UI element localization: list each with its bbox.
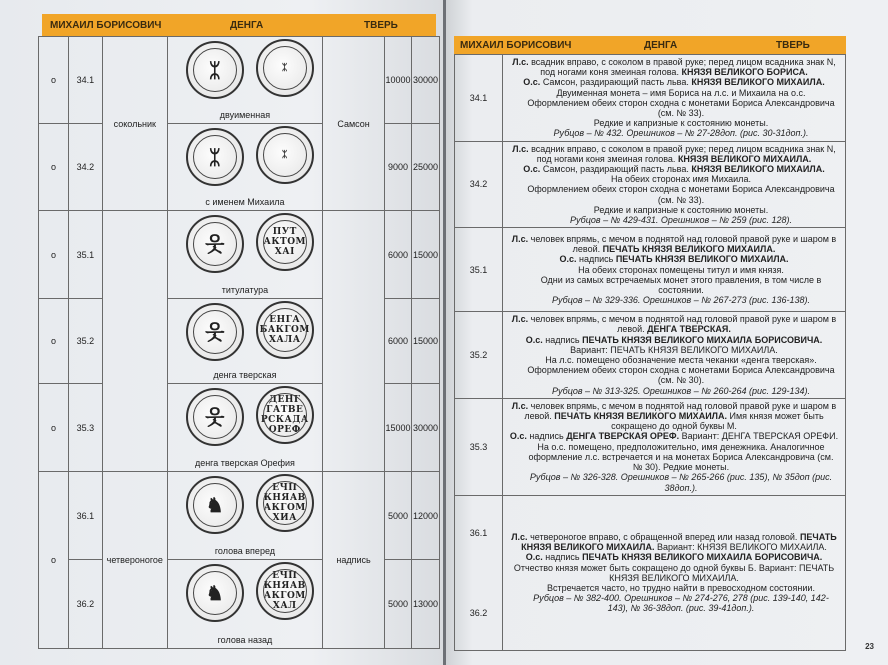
price-excellent: 25000 xyxy=(411,124,439,211)
legend-text: ДЕНГА ТВЕРСКАЯ ОРЕФ. xyxy=(566,431,680,442)
price-excellent: 15000 xyxy=(411,299,439,384)
side-text: надпись xyxy=(545,334,583,345)
coin-reverse xyxy=(256,126,314,184)
rarity-mark: o xyxy=(39,37,69,124)
note-line: На л.с. помещено обозначение места чеканки «денга тверская». Оформлением обеих сторон сходна с монетами Бориса Александровича (см. № 30). xyxy=(527,355,835,386)
variant-caption: денга тверская xyxy=(213,370,277,380)
legend-text: КНЯЗЯ ВЕЛИКОГО МИХАИЛА. xyxy=(677,153,812,164)
side-label: Л.с. xyxy=(511,314,529,325)
description-row xyxy=(455,495,846,650)
side-label: О.с. xyxy=(509,431,527,442)
reverse-type: Самсон xyxy=(323,37,385,211)
left-coin-table xyxy=(38,36,440,649)
side-description xyxy=(509,164,839,174)
side-label: Л.с. xyxy=(512,57,529,67)
description-row xyxy=(455,312,846,399)
catalog-number: 34.2 xyxy=(455,141,503,228)
coin-description xyxy=(503,228,846,312)
coin-obverse xyxy=(186,476,244,534)
price-fine: 6000 xyxy=(384,211,411,299)
side-description xyxy=(509,57,839,77)
coin-obverse xyxy=(186,215,244,273)
variant-text: Имя князя может быть сокращено до одной буквы М. xyxy=(611,411,824,432)
note-line: Оформлением обеих сторон сходна с монетами Бориса Александровича (см. № 33). xyxy=(527,184,835,205)
legend-text: ПЕЧАТЬ КНЯЗЯ ВЕЛИКОГО МИХАИЛА. xyxy=(521,531,837,553)
coin-description xyxy=(503,55,846,142)
price-fine: 10000 xyxy=(384,37,411,124)
reverse-legend: ᛯ xyxy=(281,63,288,73)
price-fine: 15000 xyxy=(384,384,411,472)
variant-text: Вариант: КНЯЗЯ ВЕЛИКОГО МИХАИЛА. xyxy=(654,542,827,553)
side-label: О.с. xyxy=(559,254,577,265)
reference-line: Рубцов – № 429-431. Орешников – № 259 (рис. 128). xyxy=(569,215,793,226)
side-description xyxy=(509,77,839,87)
catalog-number: 35.1 xyxy=(455,228,503,312)
rarity-mark: o xyxy=(39,124,69,211)
coin-reverse xyxy=(256,213,314,271)
left-page-header xyxy=(42,14,436,36)
catalog-number: 35.2 xyxy=(68,299,102,384)
legend-text: ПЕЧАТЬ КНЯЗЯ ВЕЛИКОГО МИХАИЛА. xyxy=(615,254,789,265)
side-text: надпись xyxy=(545,552,583,563)
coin-reverse xyxy=(256,562,314,620)
side-label: Л.с. xyxy=(511,400,529,411)
variant-text: Вариант: ДЕНГА ТВЕРСКАЯ ОРЕФИ. xyxy=(679,431,839,442)
legend-text: ПЕЧАТЬ КНЯЗЯ ВЕЛИКОГО МИХАИЛА БОРИСОВИЧА. xyxy=(582,552,823,563)
reference-line: Рубцов – № 313-325. Орешников – № 260-264 (рис. 129-134). xyxy=(551,385,811,396)
side-description xyxy=(509,532,839,552)
price-excellent: 13000 xyxy=(411,560,439,649)
price-fine: 5000 xyxy=(384,472,411,560)
side-description xyxy=(509,314,839,334)
type-group: четвероногое xyxy=(102,472,167,649)
price-fine: 6000 xyxy=(384,299,411,384)
coin-description xyxy=(503,141,846,228)
side-label: Л.с. xyxy=(511,234,529,245)
side-label: Л.с. xyxy=(512,143,529,154)
legend-text: КНЯЗЯ ВЕЛИКОГО БОРИСА. xyxy=(681,67,808,78)
variant-caption: голова назад xyxy=(217,635,273,645)
catalog-number: 35.2 xyxy=(455,312,503,399)
side-description xyxy=(509,552,839,583)
catalog-number: 35.1 xyxy=(68,211,102,299)
type-group: сокольник xyxy=(102,37,167,211)
side-description xyxy=(509,431,839,441)
legend-text: КНЯЗЯ ВЕЛИКОГО МИХАИЛА. xyxy=(691,77,825,88)
obverse-figure: ᛯ xyxy=(208,58,221,82)
reference-line: Рубцов – № 326-328. Орешников – № 265-266 (рис. 135), № 35доп (рис. 38доп.). xyxy=(529,472,833,493)
right-description-table xyxy=(454,54,846,651)
catalog-number: 34.1 xyxy=(455,55,503,142)
legend-text: ДЕНГА ТВЕРСКАЯ. xyxy=(647,324,731,335)
side-text: всадник вправо, с соколом в правой руке; перед лицом всадника знак N, под ногами коня змеиная голова. xyxy=(531,57,836,78)
catalog-number-a: 36.1 xyxy=(469,527,488,538)
header-coin-type: ДЕНГА xyxy=(230,19,264,31)
catalog-number: 35.3 xyxy=(455,398,503,495)
rarity-mark: o xyxy=(39,384,69,472)
coin-reverse xyxy=(256,39,314,97)
price-excellent: 12000 xyxy=(411,472,439,560)
side-text: всадник вправо, с соколом в правой руке; перед лицом всадника знак N, под ногами коня змеиная голова. xyxy=(531,143,836,164)
coin-obverse xyxy=(186,128,244,186)
reverse-legend: ЕЧП КНЯАВ АКГОМ ХАЛ xyxy=(263,571,306,611)
reverse-type: надпись xyxy=(323,472,385,649)
legend-text: ПЕЧАТЬ КНЯЗЯ ВЕЛИКОГО МИХАИЛА. xyxy=(554,411,727,422)
side-label: О.с. xyxy=(525,334,543,345)
obverse-figure: ᛯ xyxy=(208,145,221,169)
side-description xyxy=(509,401,839,432)
coin-description xyxy=(503,312,846,399)
obverse-figure: 웃 xyxy=(205,232,225,256)
header-coin-type: ДЕНГА xyxy=(644,39,678,51)
rarity-mark: o xyxy=(39,299,69,384)
side-description xyxy=(509,335,839,355)
catalog-number: 34.2 xyxy=(68,124,102,211)
note-line: На о.с. помещено, предположительно, имя денежника. Аналогичное оформление л.с. встречается и на монетах Бориса Александровича (см. № 30). Редкие монеты. xyxy=(528,441,834,473)
reverse-type xyxy=(323,211,385,472)
coin-reverse xyxy=(256,386,314,444)
coin-description xyxy=(503,398,846,495)
side-text: Самсон, раздирающий пасть льва. xyxy=(542,164,692,175)
catalog-number-b: 36.2 xyxy=(469,607,488,618)
side-text: Самсон, раздирающий пасть льва. xyxy=(542,77,692,88)
legend-text: КНЯЗЯ ВЕЛИКОГО МИХАИЛА. xyxy=(691,164,825,175)
legend-text: ПЕЧАТЬ КНЯЗЯ ВЕЛИКОГО МИХАИЛА БОРИСОВИЧА. xyxy=(582,334,823,345)
side-text: надпись xyxy=(579,254,616,265)
rarity-mark: o xyxy=(39,472,69,649)
side-text: четвероногое вправо, с обращенной вперед или назад головой. xyxy=(530,531,800,542)
catalog-number: 35.3 xyxy=(68,384,102,472)
side-description xyxy=(509,254,839,264)
header-city: ТВЕРЬ xyxy=(776,39,810,51)
header-ruler: МИХАИЛ БОРИСОВИЧ xyxy=(460,39,572,51)
header-ruler: МИХАИЛ БОРИСОВИЧ xyxy=(50,19,162,31)
reference-line: Рубцов – № 382-400. Орешников – № 274-276, 278 (рис. 139-140, 142-143), № 36-38доп. (рис. 39-41доп.). xyxy=(533,593,829,614)
note-line: Встречается часто, но трудно найти в превосходном состоянии. xyxy=(547,582,815,593)
variant-caption: двуименная xyxy=(219,110,271,120)
price-fine: 5000 xyxy=(384,560,411,649)
side-description xyxy=(509,144,839,164)
coin-obverse xyxy=(186,564,244,622)
catalog-number: 34.1 xyxy=(68,37,102,124)
reverse-legend: ПУТ АКТОМ ХАІ xyxy=(263,227,307,257)
note-line: Редкие и капризные к состоянию монеты. xyxy=(593,204,769,215)
catalog-number xyxy=(455,495,503,650)
reverse-legend: ЕЧП КНЯАВ АКГОМ ХИА xyxy=(263,483,306,523)
coin-row xyxy=(39,211,440,299)
variant-caption: титулатура xyxy=(221,285,269,295)
coin-images xyxy=(167,124,322,211)
reverse-legend: ЕНГА БАКГОМ ХАЛА xyxy=(259,315,310,345)
price-fine: 9000 xyxy=(384,124,411,211)
type-group xyxy=(102,211,167,472)
note-line: Одни из самых встречаемых монет этого правления, в том числе в состоянии. xyxy=(540,274,822,296)
coin-obverse xyxy=(186,303,244,361)
note-line: На обеих сторонах имя Михаила. xyxy=(611,174,751,185)
obverse-figure: ♞ xyxy=(205,581,224,605)
side-label: О.с. xyxy=(523,164,541,175)
description-row xyxy=(455,228,846,312)
coin-reverse xyxy=(256,474,314,532)
reverse-legend: ДЕНГ ГАТВЕ РСКАДА ОРЕФ xyxy=(260,395,309,435)
obverse-figure: 웃 xyxy=(205,320,225,344)
variant-text: Отчество князя может быть сокращено до одной буквы Б. Вариант: ПЕЧАТЬ КНЯЗЯ ВЕЛИКОГО МИХАИЛА. xyxy=(513,562,835,583)
variant-text: Вариант: ПЕЧАТЬ КНЯЗЯ ВЕЛИКОГО МИХАИЛА. xyxy=(570,344,778,355)
reference-line: Рубцов – № 329-336. Орешников – № 267-273 (рис. 136-138). xyxy=(551,295,811,306)
side-text: человек впрямь, с мечом в поднятой над головой правой руке и шаром в левой. xyxy=(530,314,837,335)
side-label: Л.с. xyxy=(511,531,528,542)
coin-obverse xyxy=(186,388,244,446)
left-page xyxy=(0,0,443,665)
page-number: 23 xyxy=(865,642,874,651)
right-page xyxy=(446,0,888,665)
coin-reverse xyxy=(256,301,314,359)
coin-images xyxy=(167,37,322,124)
reference-line: Рубцов – № 432. Орешников – № 27-28доп. (рис. 30-31доп.). xyxy=(553,128,809,139)
side-text: человек впрямь, с мечом в поднятой над головой правой руке и шаром в левой. xyxy=(530,234,837,255)
side-description xyxy=(509,234,839,254)
side-label: О.с. xyxy=(523,77,541,88)
legend-text: ПЕЧАТЬ КНЯЗЯ ВЕЛИКОГО МИХАИЛА. xyxy=(602,244,776,255)
price-excellent: 30000 xyxy=(411,384,439,472)
description-row xyxy=(455,55,846,142)
coin-images xyxy=(167,560,322,649)
price-excellent: 15000 xyxy=(411,211,439,299)
note-line: Двуименная монета – имя Бориса на л.с. и Михаила на о.с. xyxy=(556,87,806,98)
coin-images xyxy=(167,299,322,384)
catalog-number: 36.2 xyxy=(68,560,102,649)
description-row xyxy=(455,398,846,495)
side-text: надпись xyxy=(529,431,567,442)
variant-caption: денга тверская Орефия xyxy=(194,458,295,468)
coin-obverse xyxy=(186,41,244,99)
coin-row xyxy=(39,37,440,124)
reverse-legend: ᛯ xyxy=(281,150,288,160)
price-excellent: 30000 xyxy=(411,37,439,124)
coin-images xyxy=(167,211,322,299)
obverse-figure: 웃 xyxy=(205,405,225,429)
coin-images xyxy=(167,384,322,472)
description-row xyxy=(455,141,846,228)
side-label: О.с. xyxy=(525,552,543,563)
catalog-number: 36.1 xyxy=(68,472,102,560)
note-line: На обеих сторонах помещены титул и имя князя. xyxy=(578,264,784,275)
note-line: Редкие и капризные к состоянию монеты. xyxy=(593,118,769,129)
variant-caption: с именем Михаила xyxy=(205,197,285,207)
coin-row xyxy=(39,472,440,560)
right-page-header xyxy=(454,36,846,54)
variant-caption: голова вперед xyxy=(214,546,276,556)
obverse-figure: ♞ xyxy=(205,493,224,517)
coin-description xyxy=(503,495,846,650)
rarity-mark: o xyxy=(39,211,69,299)
header-city: ТВЕРЬ xyxy=(364,19,398,31)
side-text: человек впрямь, с мечом в поднятой над головой правой руке и шаром в левой. xyxy=(524,400,837,422)
note-line: Оформлением обеих сторон сходна с монетами Бориса Александровича (см. № 33). xyxy=(527,97,835,119)
coin-images xyxy=(167,472,322,560)
